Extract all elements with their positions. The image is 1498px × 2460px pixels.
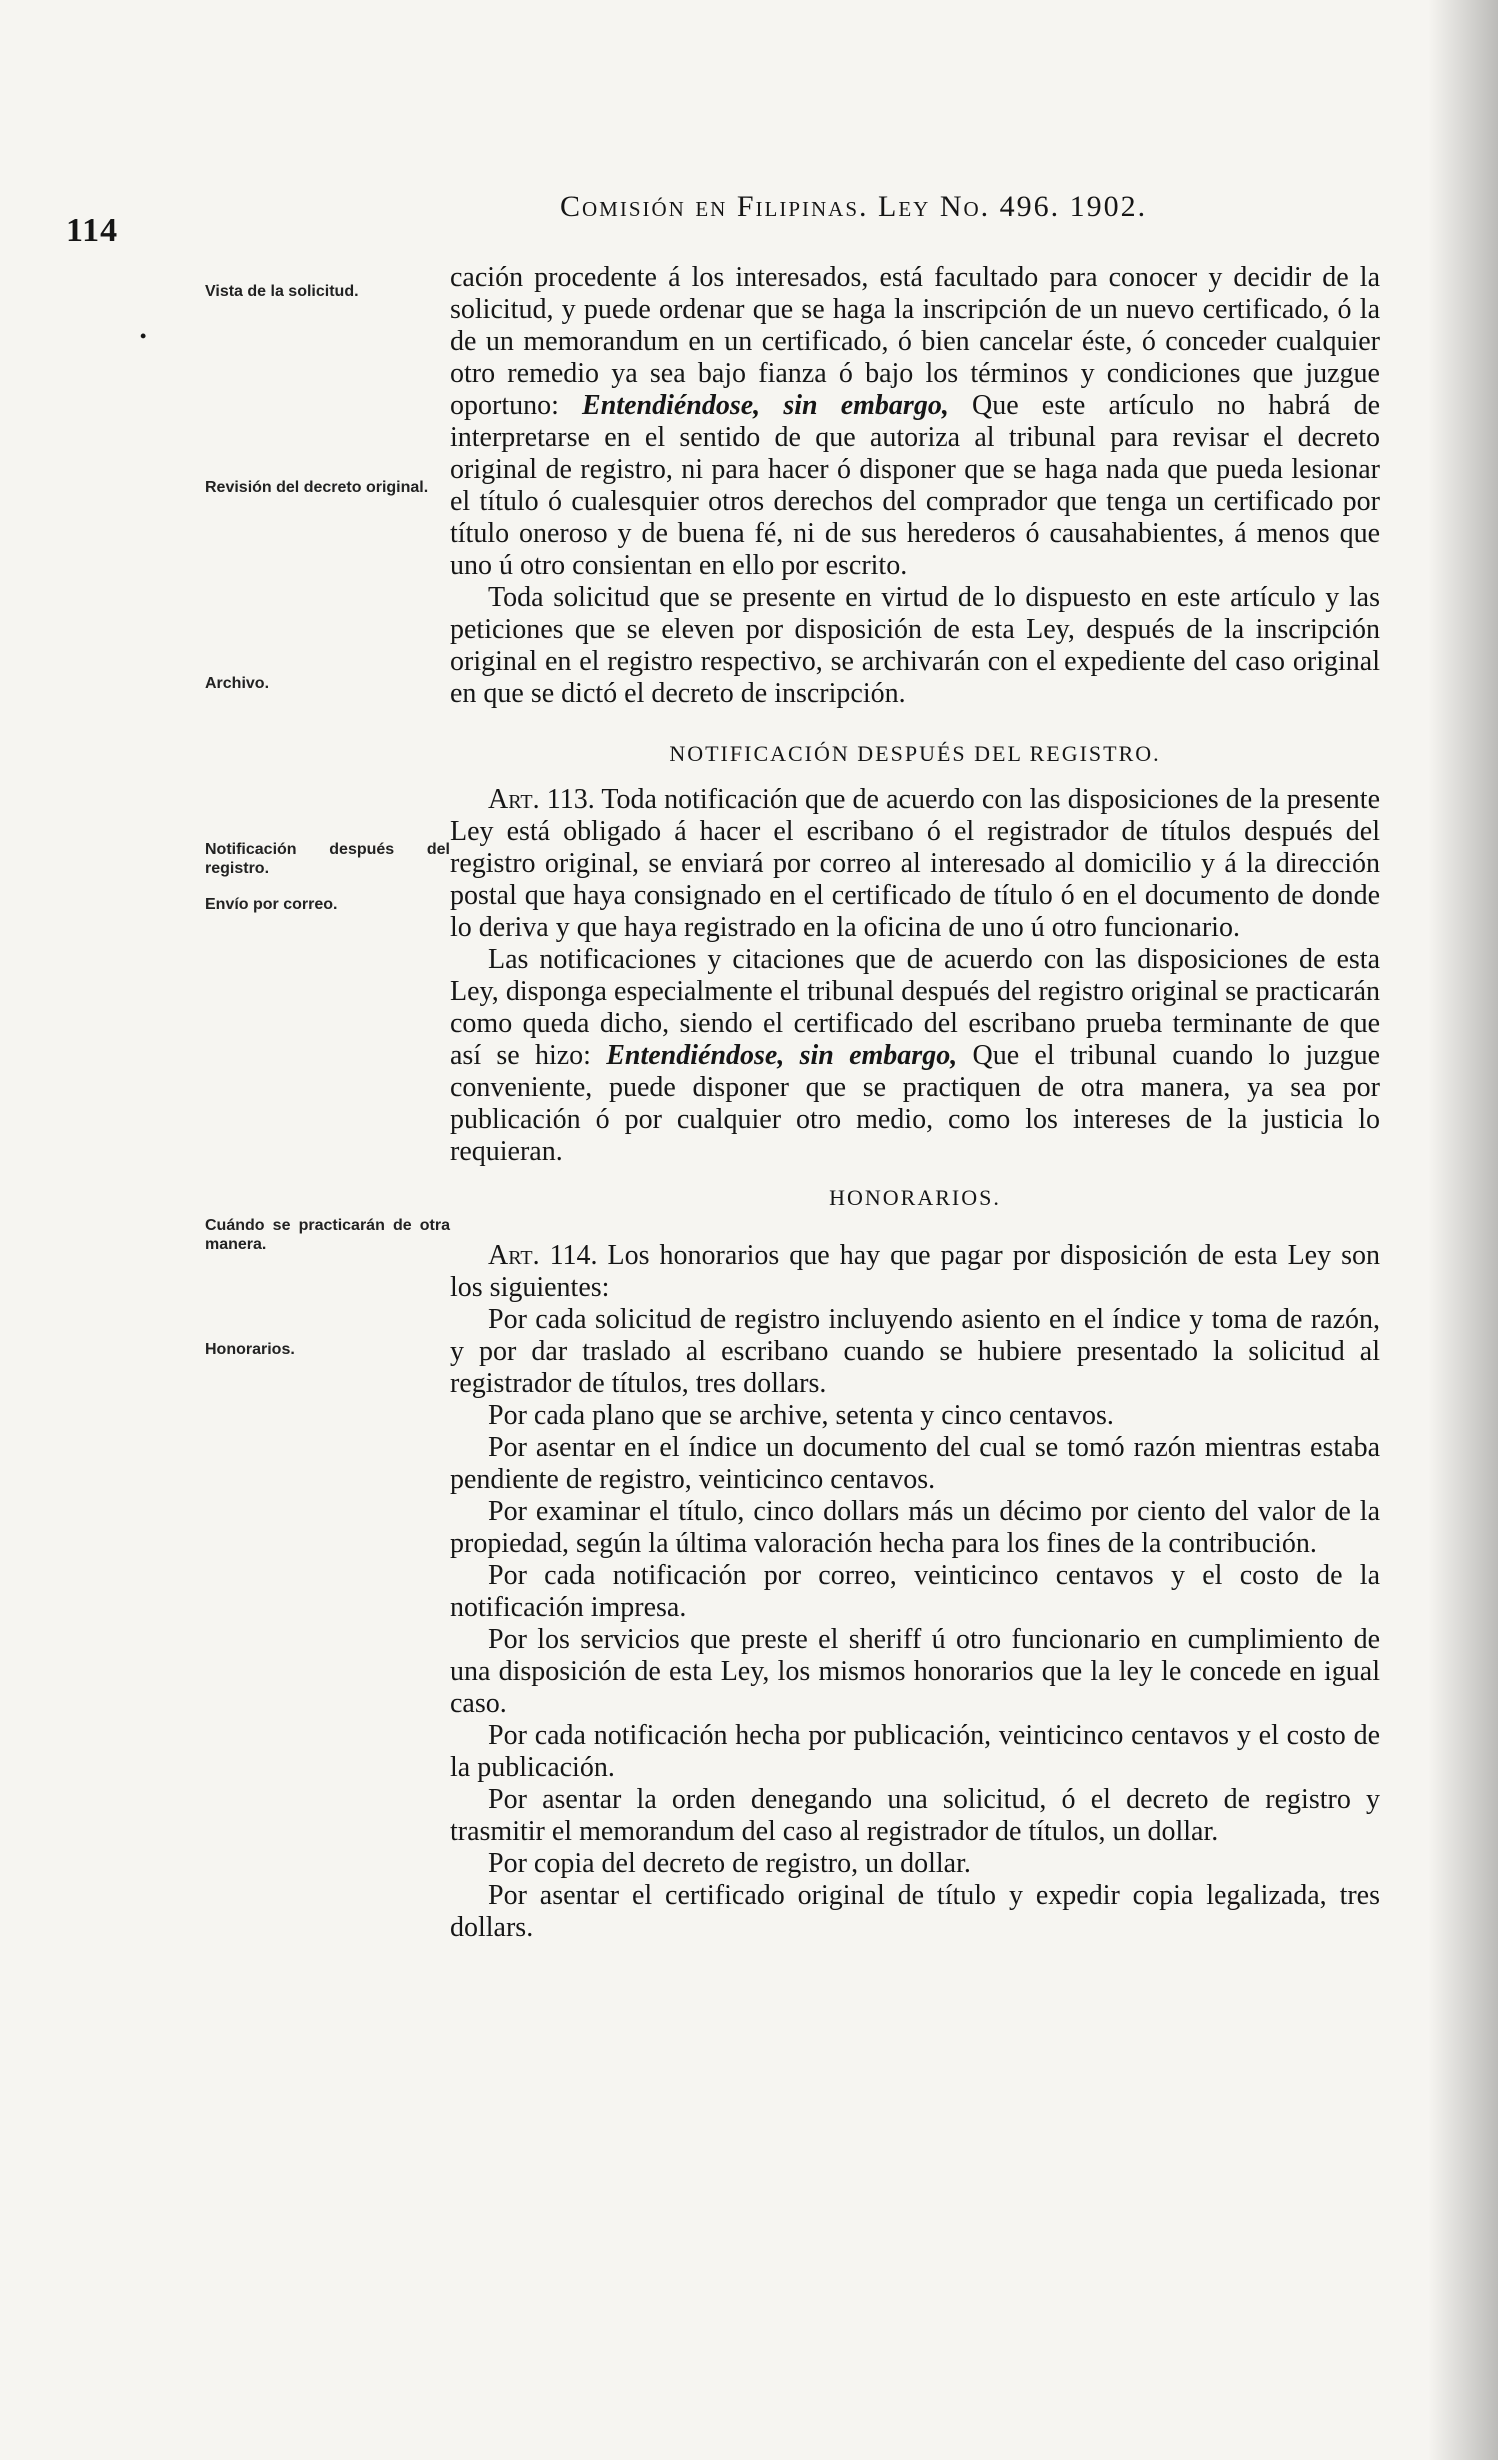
margin-note-honorarios: Honorarios.	[205, 1341, 295, 1358]
fee-item: Por cada notificación hecha por publicación, veinticinco centavos y el costo de la publicación.	[450, 1720, 1380, 1783]
section-heading-honorarios: HONORARIOS.	[829, 1185, 1001, 1210]
paragraph-1: cación procedente á los interesados, está facultado para conocer y decidir de la solicitud, y puede ordenar que se haga la inscripción de un nuevo certificado, ó la de un memorandum en un certificado, ó bien cancelar éste, ó conceder cualquier otro remedio ya sea bajo fianza ó bajo los términos y condiciones que juzgue oportuno: Entendiéndose, sin embargo, Que este artículo no habrá de interpretarse en el sentido de que autoriza al tribunal para revisar el decreto original de registro, ni para hacer ó disponer que se haga nada que pueda lesionar el título ó cualesquier otros derechos del comprador que tenga un certificado por título oneroso y de buena fé, ni de sus herederos ó causahabientes, á menos que uno ú otro consientan en ello por escrito.	[450, 262, 1381, 581]
margin-note-notificacion: Notificación después del registro.	[205, 841, 450, 877]
page-edge-shadow	[1428, 0, 1498, 2460]
article-114: Art. 114. Los honorarios que hay que pagar por disposición de esta Ley son los siguientes:	[450, 1240, 1381, 1303]
fee-item: Por asentar el certificado original de título y expedir copia legalizada, tres dollars.	[450, 1880, 1380, 1943]
paragraph-4: Las notificaciones y citaciones que de acuerdo con las disposiciones de esta Ley, disponga especialmente el tribunal después del registro original se practicarán como queda dicho, siendo el certificado del escribano prueba terminante de que así se hizo: Entendiéndose, sin embargo, Que el tribunal cuando lo juzgue conveniente, puede disponer que se practiquen de otra manera, ya sea por publicación ó por cualquier otro medio, como los intereses de la justicia lo requieran.	[450, 944, 1381, 1167]
fee-item: Por cada plano que se archive, setenta y cinco centavos.	[488, 1400, 1114, 1431]
margin-note-vista: Vista de la solicitud.	[205, 283, 359, 300]
running-head: Comisión en Filipinas. Ley No. 496. 1902.	[560, 190, 1148, 223]
margin-note-revision: Revisión del decreto original.	[205, 479, 429, 496]
fee-item: Por los servicios que preste el sheriff ú otro funcionario en cumplimiento de una disposición de esta Ley, los mismos honorarios que la ley le concede en igual caso.	[450, 1624, 1380, 1719]
fee-item: Por asentar la orden denegando una solicitud, ó el decreto de registro y trasmitir el memorandum del caso al registrador de títulos, un dollar.	[450, 1784, 1380, 1847]
margin-note-cuando: Cuándo se practicarán de otra manera.	[205, 1217, 450, 1253]
fee-item: Por copia del decreto de registro, un dollar.	[488, 1848, 971, 1879]
bullet-mark: •	[140, 326, 147, 346]
margin-note-archivo: Archivo.	[205, 675, 270, 692]
article-113: Art. 113. Toda notificación que de acuerdo con las disposiciones de la presente Ley está obligado á hacer el escribano ó el registrador de títulos después del registro original, se enviará por correo al interesado al domicilio y á la dirección postal que haya consignado en el certificado de título ó en el documento de donde lo deriva y que haya registrado en la oficina de uno ú otro funcionario.	[450, 784, 1380, 943]
fee-item: Por examinar el título, cinco dollars más un décimo por ciento del valor de la propiedad, según la última valoración hecha para los fines de la contribución.	[450, 1496, 1380, 1559]
fee-item: Por cada solicitud de registro incluyendo asiento en el índice y toma de razón, y por dar traslado al escribano cuando se hubiere presentado la solicitud al registrador de títulos, tres dollars.	[450, 1304, 1380, 1399]
section-heading-notificacion: NOTIFICACIÓN DESPUÉS DEL REGISTRO.	[669, 741, 1161, 766]
main-text	[450, 262, 1380, 1944]
margin-note-envio: Envío por correo.	[205, 896, 338, 913]
fee-item: Por cada notificación por correo, veinticinco centavos y el costo de la notificación impresa.	[450, 1560, 1380, 1623]
paragraph-2: Toda solicitud que se presente en virtud de lo dispuesto en este artículo y las peticiones que se eleven por disposición de esta Ley, después de la inscripción original en el registro respectivo, se archivarán con el expediente del caso original en que se dictó el decreto de inscripción.	[450, 582, 1380, 709]
fee-item: Por asentar en el índice un documento del cual se tomó razón mientras estaba pendiente de registro, veinticinco centavos.	[450, 1432, 1380, 1495]
page-number: 114	[66, 212, 119, 249]
